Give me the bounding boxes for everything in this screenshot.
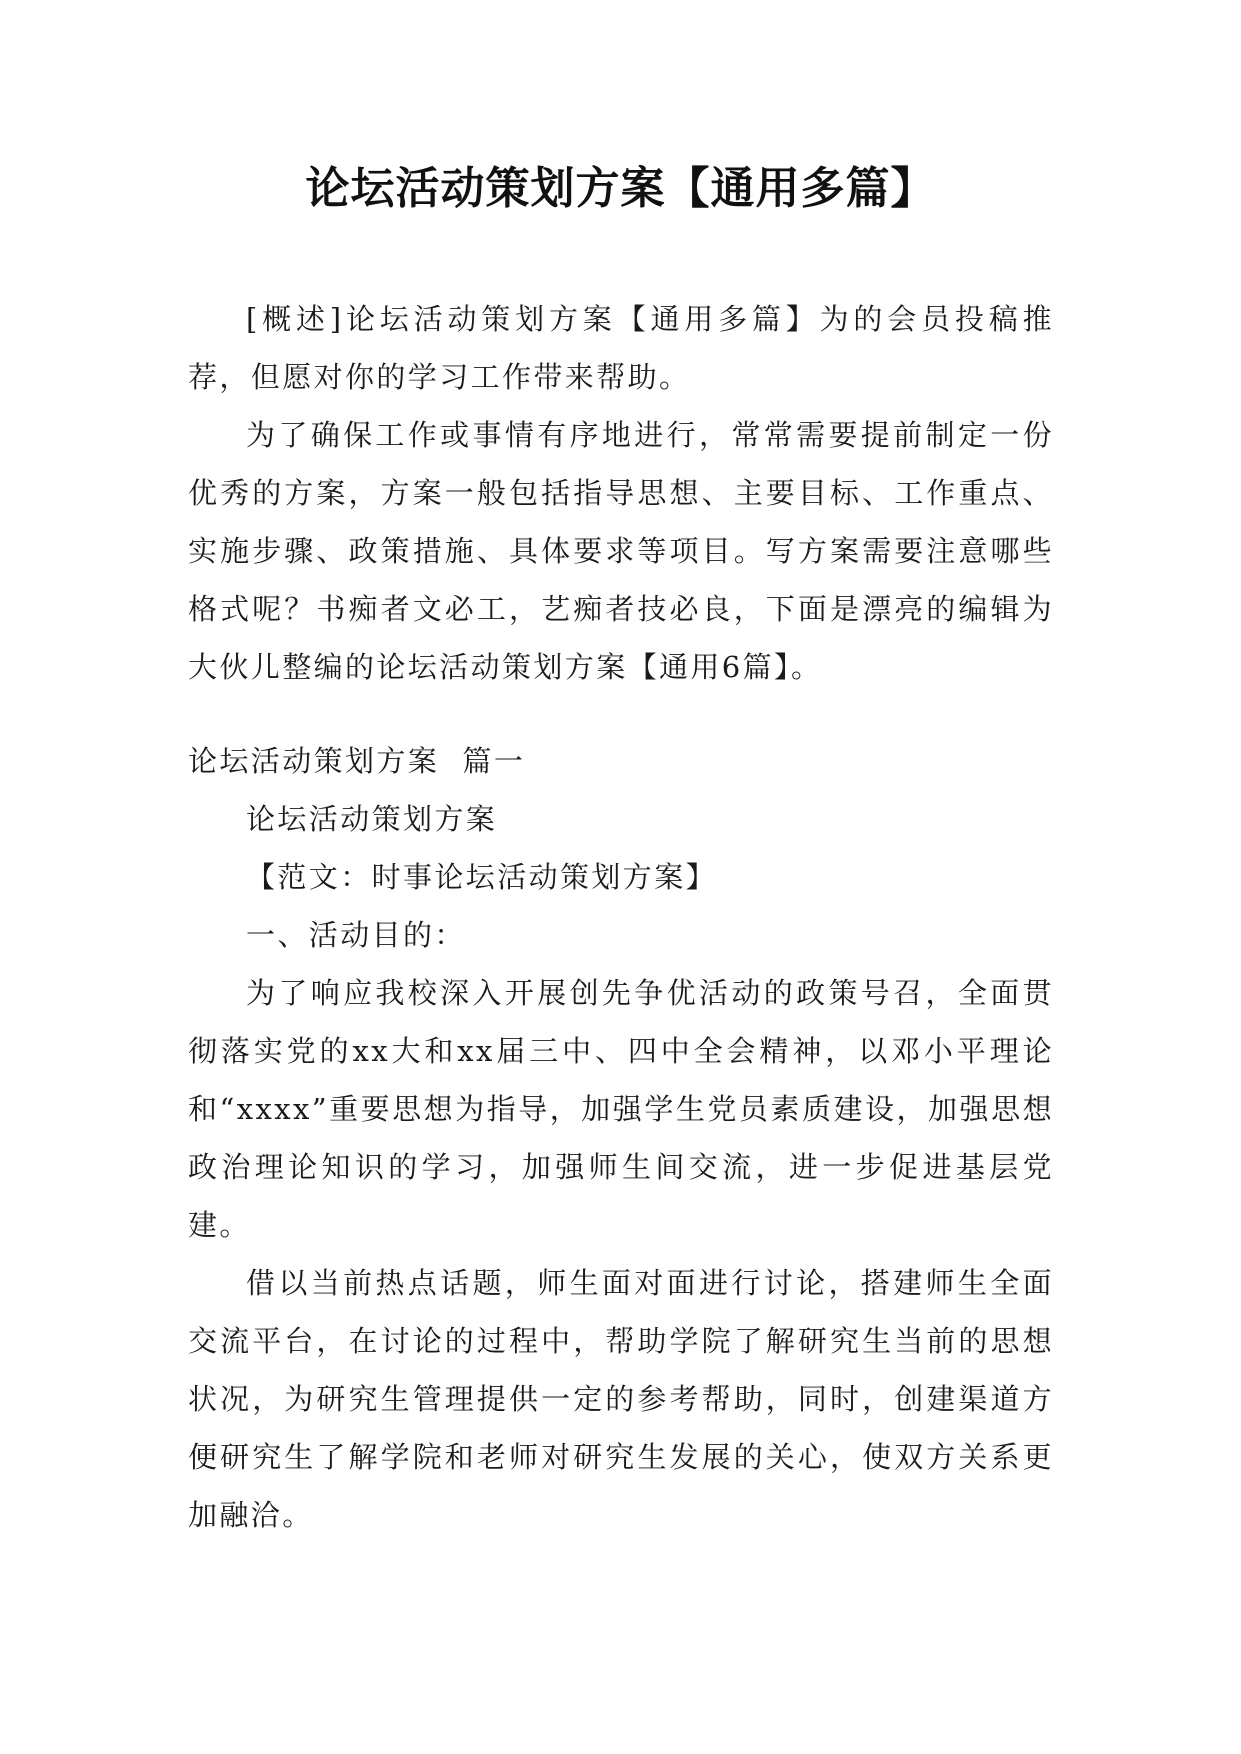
section-sample-label: 【范文：时事论坛活动策划方案】 <box>246 860 718 894</box>
section-item-heading: 一、活动目的： <box>246 918 466 952</box>
section-spacer <box>188 696 1054 732</box>
intro-paragraph-1: [概述]论坛活动策划方案【通用多篇】为的会员投稿推荐，但愿对你的学习工作带来帮助。 <box>188 302 1054 394</box>
section-paragraph-1: 为了响应我校深入开展创先争优活动的政策号召，全面贯彻落实党的xx大和xx届三中、四中全会精神，以邓小平理论和“xxxx”重要思想为指导，加强学生党员素质建设，加强思想政治理论知识的学习，加强师生间交流，进一步促进基层党建。 <box>188 976 1054 1242</box>
document-body <box>188 290 1054 1544</box>
section-subtitle: 论坛活动策划方案 <box>246 802 498 836</box>
document-title: 论坛活动策划方案【通用多篇】 <box>305 163 936 214</box>
intro-paragraph-2: 为了确保工作或事情有序地进行，常常需要提前制定一份优秀的方案，方案一般包括指导思想、主要目标、工作重点、实施步骤、政策措施、具体要求等项目。写方案需要注意哪些格式呢？书痴者文必工，艺痴者技必良，下面是漂亮的编辑为大伙儿整编的论坛活动策划方案【通用6篇】。 <box>188 418 1054 684</box>
section-heading: 论坛活动策划方案 篇一 <box>188 744 526 778</box>
section-paragraph-2: 借以当前热点话题，师生面对面进行讨论，搭建师生全面交流平台，在讨论的过程中，帮助学院了解研究生当前的思想状况，为研究生管理提供一定的参考帮助，同时，创建渠道方便研究生了解学院和老师对研究生发展的关心，使双方关系更加融洽。 <box>188 1266 1054 1532</box>
